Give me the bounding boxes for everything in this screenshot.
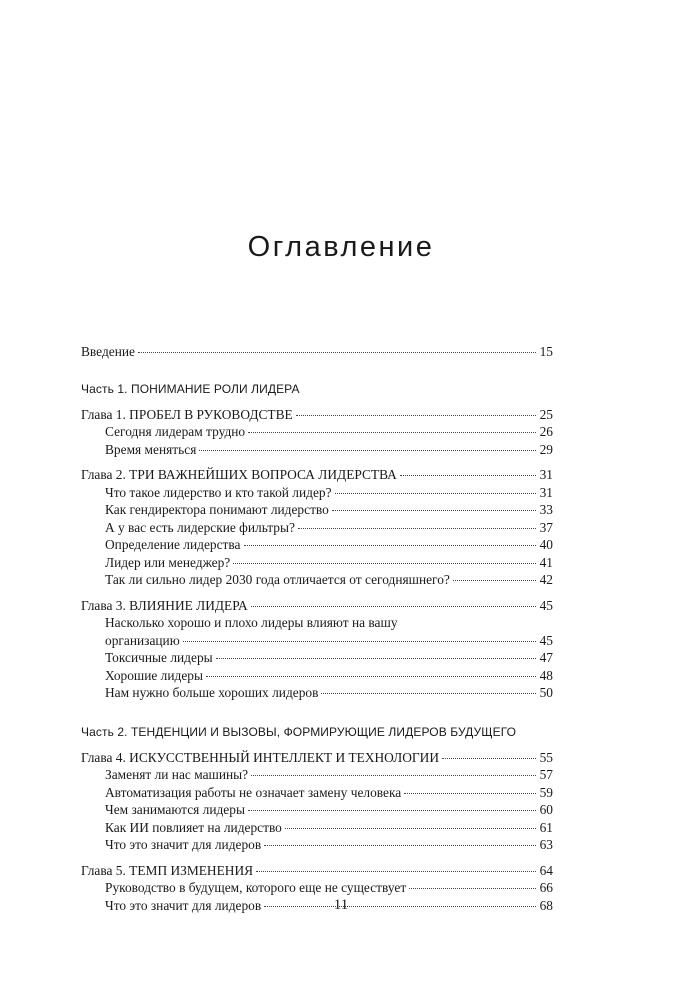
toc-chapter-label: Глава 2. ТРИ ВАЖНЕЙШИХ ВОПРОСА ЛИДЕРСТВА — [81, 467, 397, 482]
toc-page-number: 61 — [539, 819, 553, 835]
toc-page-number: 63 — [539, 837, 553, 852]
toc-entry[interactable] — [81, 423, 553, 441]
dot-leader — [285, 828, 536, 829]
dot-leader — [251, 775, 536, 776]
dot-leader — [264, 845, 536, 846]
dot-leader — [216, 658, 536, 659]
dot-leader — [206, 676, 536, 677]
toc-entry-label: Автоматизация работы не означает замену человека — [105, 784, 402, 800]
toc-entry-label: Руководство в будущем, которого еще не существует — [105, 880, 407, 895]
toc-chapter[interactable] — [81, 862, 553, 880]
toc-page-number: 31 — [539, 484, 553, 500]
dot-leader — [248, 810, 536, 811]
toc-chapter[interactable] — [81, 466, 553, 484]
toc-page-number: 15 — [539, 344, 553, 359]
dot-leader — [233, 563, 536, 564]
dot-leader — [244, 545, 537, 546]
toc-entry-label: Как ИИ повлияет на лидерство — [105, 819, 282, 835]
toc-entry-label: Определение лидерства — [105, 537, 241, 552]
toc-page-number: 50 — [539, 685, 553, 700]
toc-page-number: 37 — [539, 519, 553, 535]
toc-entry[interactable] — [81, 801, 553, 819]
toc-entry[interactable] — [81, 667, 553, 685]
dot-leader — [296, 415, 536, 416]
toc-page-number: 40 — [539, 537, 553, 552]
toc-entry[interactable] — [81, 684, 553, 702]
toc-entry[interactable] — [81, 441, 553, 459]
toc-entry-label: Лидер или менеджер? — [105, 554, 231, 570]
toc-entry-label: Заменят ли нас машины? — [105, 767, 249, 782]
toc-entry[interactable] — [81, 766, 553, 784]
toc-entry-intro[interactable] — [81, 343, 553, 361]
toc-page-number: 60 — [539, 802, 553, 817]
toc-entry[interactable] — [81, 649, 553, 667]
toc-page-number: 59 — [539, 784, 553, 800]
table-of-contents — [81, 343, 553, 914]
dot-leader — [298, 528, 536, 529]
toc-entry-label: Нам нужно больше хороших лидеров — [105, 685, 319, 700]
toc-page-number: 64 — [539, 862, 553, 878]
dot-leader — [332, 510, 536, 511]
toc-entry-label: Так ли сильно лидер 2030 года отличается от сегодняшнего? — [105, 572, 450, 587]
toc-page-number: 31 — [539, 467, 553, 482]
toc-chapter[interactable] — [81, 597, 553, 615]
toc-page-number: 45 — [539, 597, 553, 613]
dot-leader — [199, 450, 536, 451]
toc-chapter-label: Глава 5. ТЕМП ИЗМЕНЕНИЯ — [81, 862, 254, 878]
dot-leader — [442, 758, 536, 759]
part-heading: Часть 2. ТЕНДЕНЦИИ И ВЫЗОВЫ, ФОРМИРУЮЩИЕ ЛИДЕРОВ БУДУЩЕГО — [81, 724, 517, 739]
toc-page-number: 25 — [539, 406, 553, 422]
dot-leader — [321, 693, 536, 694]
dot-leader — [453, 580, 536, 581]
toc-entry-label: А у вас есть лидерские фильтры? — [105, 519, 295, 535]
toc-page-number: 66 — [539, 880, 553, 895]
toc-entry-label: Что такое лидерство и кто такой лидер? — [105, 484, 332, 500]
dot-leader — [248, 432, 536, 433]
part-heading: Часть 1. ПОНИМАНИЕ РОЛИ ЛИДЕРА — [81, 381, 300, 396]
toc-chapter-label: Глава 3. ВЛИЯНИЕ ЛИДЕРА — [81, 597, 248, 613]
toc-entry-label: Токсичные лидеры — [105, 650, 213, 665]
toc-entry-label: Введение — [81, 344, 135, 359]
dot-leader — [183, 641, 536, 642]
toc-page-number: 57 — [539, 767, 553, 782]
toc-entry-label: Что это значит для лидеров — [105, 837, 262, 852]
page-number: 11 — [333, 897, 349, 913]
toc-page-number: 26 — [539, 424, 553, 439]
toc-page-number: 68 — [539, 897, 553, 913]
dot-leader — [335, 493, 536, 494]
toc-page-number: 41 — [539, 554, 553, 570]
toc-page-number: 33 — [539, 502, 553, 517]
dot-leader — [138, 352, 536, 353]
dot-leader — [251, 606, 536, 607]
toc-entry[interactable] — [81, 536, 553, 554]
toc-entry-label-line1[interactable]: Насколько хорошо и плохо лидеры влияют на вашу — [105, 615, 398, 630]
toc-entry-label: Что это значит для лидеров — [105, 897, 262, 913]
toc-entry-label: Чем занимаются лидеры — [105, 802, 245, 817]
dot-leader — [400, 475, 536, 476]
toc-page-number: 45 — [539, 632, 553, 648]
toc-page-number: 47 — [539, 650, 553, 665]
toc-entry[interactable] — [81, 554, 553, 572]
toc-entry[interactable] — [81, 519, 553, 537]
toc-entry-label: Время меняться — [105, 441, 197, 457]
toc-entry[interactable] — [81, 484, 553, 502]
toc-page-number: 55 — [539, 749, 553, 765]
toc-chapter-label: Глава 4. ИСКУССТВЕННЫЙ ИНТЕЛЛЕКТ И ТЕХНОЛОГИИ — [81, 749, 440, 765]
toc-entry[interactable] — [81, 819, 553, 837]
toc-entry[interactable] — [81, 632, 553, 650]
toc-chapter-label: Глава 1. ПРОБЕЛ В РУКОВОДСТВЕ — [81, 406, 293, 422]
toc-entry[interactable] — [81, 784, 553, 802]
toc-entry[interactable] — [81, 571, 553, 589]
toc-entry[interactable] — [81, 501, 553, 519]
page-title: Оглавление — [247, 231, 435, 263]
toc-page-number: 48 — [539, 667, 553, 683]
toc-page-number: 29 — [539, 441, 553, 457]
toc-entry-label: Хорошие лидеры — [105, 667, 203, 683]
dot-leader — [256, 871, 536, 872]
dot-leader — [409, 888, 536, 889]
toc-entry-label: организацию — [105, 632, 180, 648]
toc-chapter[interactable] — [81, 749, 553, 767]
toc-chapter[interactable] — [81, 406, 553, 424]
toc-entry[interactable] — [81, 879, 553, 897]
dot-leader — [404, 793, 536, 794]
toc-entry-label: Сегодня лидерам трудно — [105, 424, 246, 439]
toc-entry[interactable] — [81, 836, 553, 854]
toc-entry-label: Как гендиректора понимают лидерство — [105, 502, 329, 517]
toc-page-number: 42 — [539, 572, 553, 587]
